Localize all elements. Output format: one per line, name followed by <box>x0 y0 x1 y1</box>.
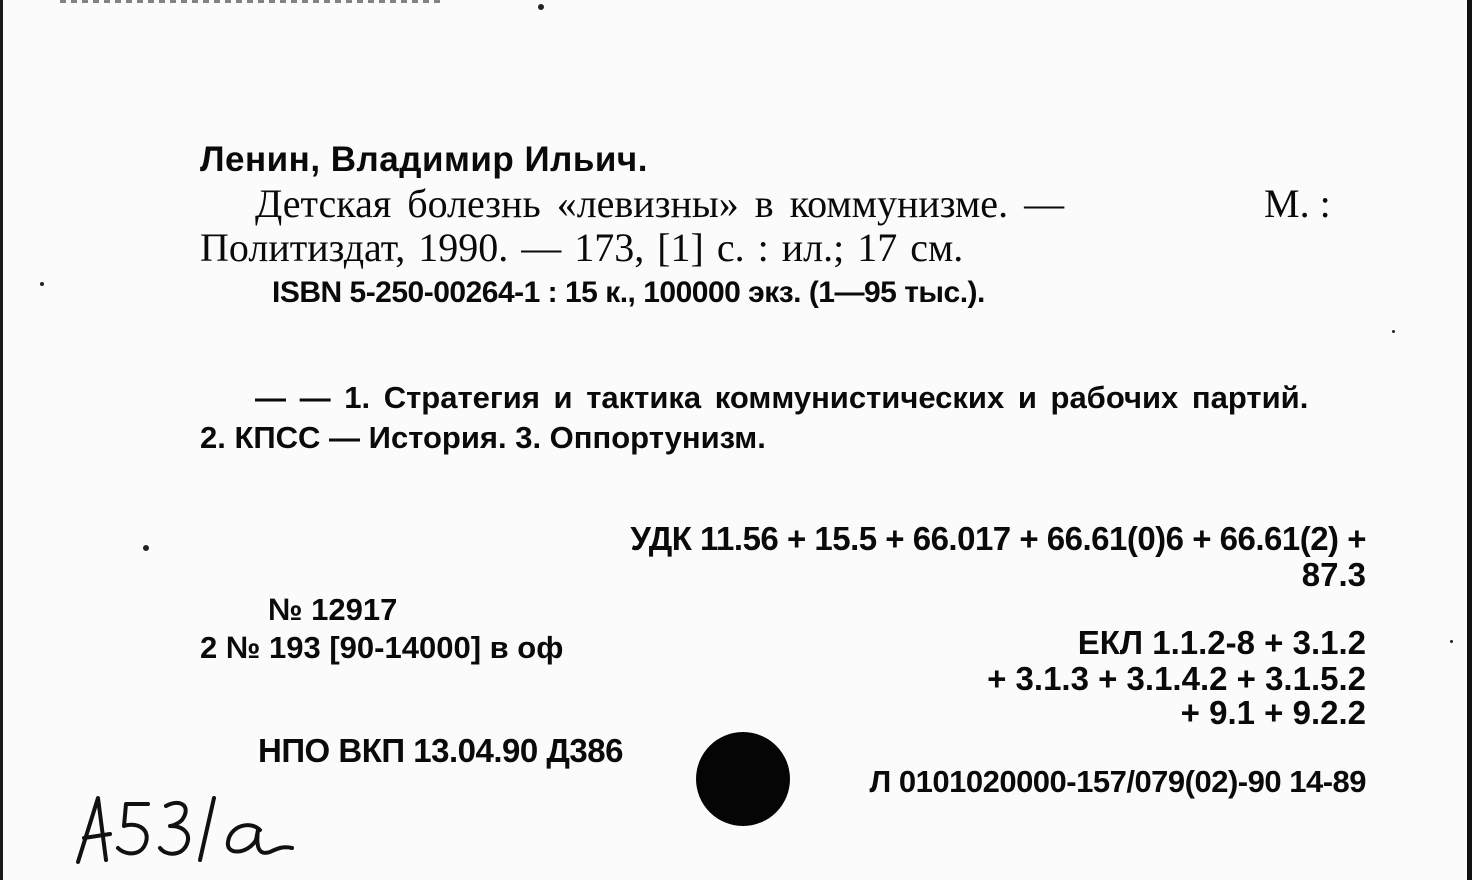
author-heading: Ленин, Владимир Ильич. <box>200 140 648 179</box>
speck <box>1450 640 1453 643</box>
udk-classification: УДК 11.56 + 15.5 + 66.017 + 66.61(0)6 + 66.61(2) + <box>630 520 1366 557</box>
card-number: № 12917 <box>268 592 398 627</box>
subject-headings-line-2: 2. КПСС — История. 3. Оппортунизм. <box>200 420 766 455</box>
speck <box>143 545 149 551</box>
speck <box>40 282 44 286</box>
l-code: Л 0101020000-157/079(02)-90 14-89 <box>869 764 1366 799</box>
ekl-classification: ЕКЛ 1.1.2-8 + 3.1.2 <box>1077 624 1366 661</box>
handwritten-shelf-mark <box>70 790 300 870</box>
udk-classification-continued: 87.3 <box>1301 556 1366 593</box>
ekl-classification-end: + 9.1 + 9.2.2 <box>1180 694 1366 731</box>
card-right-edge <box>1467 0 1472 880</box>
book-title: Детская болезнь «левизны» в коммунизме. — <box>255 181 1065 226</box>
card-left-edge <box>0 0 3 880</box>
ekl-classification-continued: + 3.1.3 + 3.1.4.2 + 3.1.5.2 <box>987 660 1366 697</box>
publication-details: Политиздат, 1990. — 173, [1] с. : ил.; 17 см. <box>200 225 964 270</box>
isbn-line: ISBN 5-250-00264-1 : 15 к., 100000 экз. (1—95 тыс.). <box>272 276 985 309</box>
card-top-edge <box>60 0 440 3</box>
publication-place: М. : <box>1264 181 1331 226</box>
punch-hole <box>696 732 790 826</box>
speck <box>1392 330 1395 333</box>
printing-info: НПО ВКП 13.04.90 Д386 <box>258 732 623 769</box>
speck <box>538 4 544 10</box>
order-number: 2 № 193 [90-14000] в оф <box>200 630 564 665</box>
subject-headings-line-1: — — 1. Стратегия и тактика коммунистических и рабочих партий. <box>255 380 1309 415</box>
